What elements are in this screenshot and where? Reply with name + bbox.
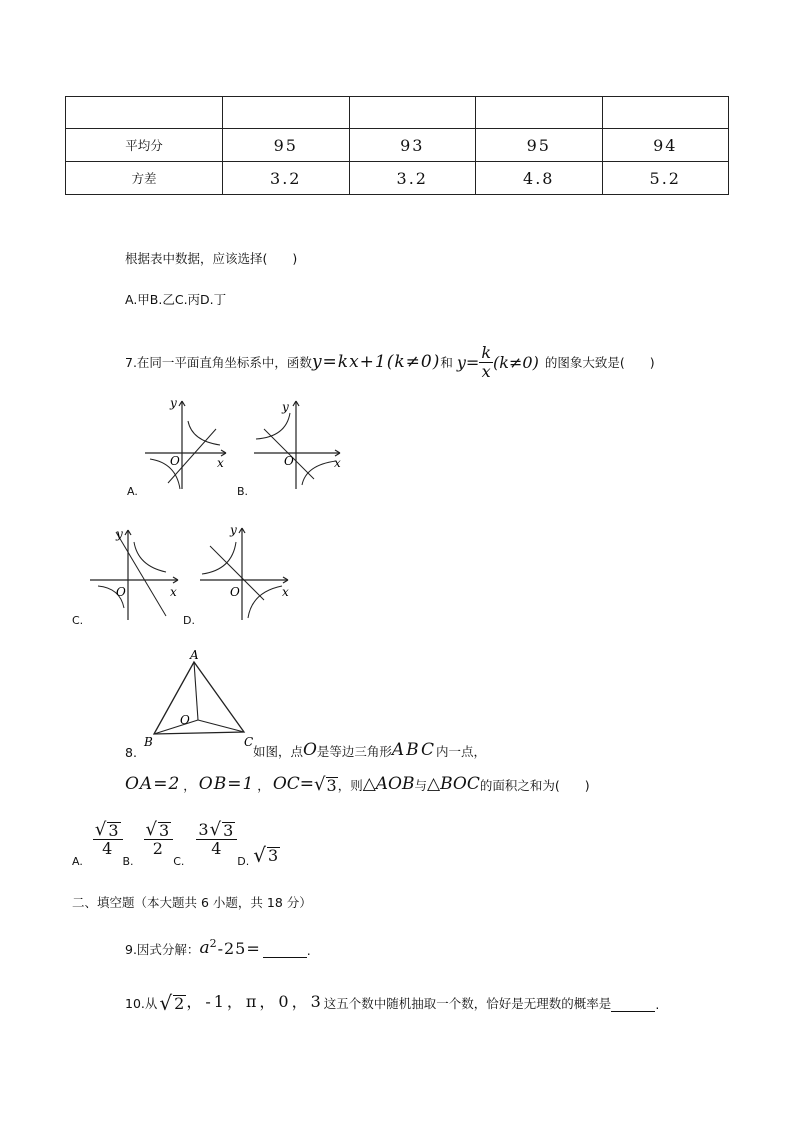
q8-option-a-den: 4 [102, 838, 114, 858]
q8-option-c-den: 4 [211, 838, 223, 858]
q7-stem [125, 340, 655, 384]
graph-c-origin: O [116, 585, 126, 599]
graph-b [248, 393, 348, 493]
q10-radicand: 2 [174, 994, 186, 1013]
q8-ob: OB=1 [198, 774, 255, 794]
graph-a-origin: O [170, 454, 180, 468]
q6-stem: 根据表中数据，应该选择( ) [125, 251, 298, 266]
graph-d-x-label: x [282, 585, 289, 599]
q10-suffix: 这五个数中随机抽取一个数，恰好是无理数的概率是 [323, 996, 612, 1011]
section2-title: 二、填空题（本大题共 6 小题，共 18 分） [72, 895, 312, 910]
q8-point: O [302, 740, 317, 760]
q8-sep2: ， [257, 778, 270, 793]
table-header-cell [602, 97, 729, 129]
graph-a-y-label: y [170, 396, 177, 410]
point-o-label: O [180, 713, 190, 727]
q8-oc-sqrt [314, 776, 338, 794]
option-d-label: D. [183, 614, 195, 627]
graph-a [140, 393, 235, 493]
table-row [66, 162, 729, 195]
q10-end: . [655, 997, 660, 1012]
q10-answer-blank[interactable] [611, 1011, 655, 1012]
table-header-cell [349, 97, 476, 129]
q7-func2-lhs: y= [456, 352, 480, 372]
q8-oc-radicand: 3 [326, 776, 337, 795]
q8-option-c-coef: 3 [198, 819, 210, 839]
q8-option-d-value: √ 3 [253, 843, 280, 867]
q7-prefix: 7.在同一平面直角坐标系中，函数 [125, 355, 312, 370]
q8-option-a-radicand: 3 [108, 820, 120, 840]
q8-option-b-label: B. [122, 855, 134, 868]
q8-line1 [125, 730, 486, 760]
graph-b-x-label: x [334, 456, 341, 470]
table-cell: 94 [602, 129, 729, 162]
q8-text3: 内一点， [436, 744, 487, 759]
q8-text5: 与 [414, 778, 427, 793]
q10-items: ，-1，π，0，3 [186, 992, 324, 1011]
table-cell: 5.2 [602, 162, 729, 195]
score-table [65, 96, 729, 195]
table-cell: 4.8 [476, 162, 603, 195]
graph-c-y-label: y [116, 527, 123, 541]
graph-a-x-label: x [217, 456, 224, 470]
q8-option-d-label: D. [237, 855, 250, 868]
graph-c-x-label: x [170, 585, 177, 599]
graph-d-y-label: y [230, 523, 237, 537]
q8-text4: ，则 [337, 778, 363, 793]
table-cell: 3.2 [349, 162, 476, 195]
vertex-c-label: C [244, 735, 254, 749]
q8-tri1: △AOB [362, 774, 415, 794]
q8-option-d-radicand: 3 [267, 846, 280, 865]
q9-expr-a: a [199, 938, 210, 958]
table-header-cell [66, 97, 223, 129]
graph-b-y-label: y [282, 400, 289, 414]
q7-func2-num: k [481, 342, 492, 362]
q8-option-b-radicand: 3 [159, 820, 171, 840]
q7-func2-fraction [479, 344, 493, 381]
q8-text6: 的面积之和为( ) [479, 778, 590, 793]
sqrt-sign: √ [314, 774, 326, 795]
graph-b-origin: O [284, 454, 294, 468]
graph-d-origin: O [230, 585, 240, 599]
table-header-cell [223, 97, 350, 129]
q8-triangle: ABC [391, 740, 436, 760]
q6-options: A.甲B.乙C.丙D.丁 [125, 292, 227, 307]
q7-connector: 和 [440, 355, 453, 370]
q10-sqrt: √ 2 [159, 991, 186, 1015]
q8-option-a-label: A. [72, 855, 83, 868]
option-b-label: B. [237, 485, 249, 498]
q8-option-b-value: √ 3 2 [144, 821, 174, 858]
table-cell: 93 [349, 129, 476, 162]
q8-sep1: ， [183, 778, 196, 793]
table-header-cell [476, 97, 603, 129]
row-label-variance: 方差 [66, 162, 223, 195]
q7-func1: y=kx+1(k≠0) [311, 352, 441, 372]
option-a-label: A. [127, 485, 138, 498]
q8-oc-lhs: OC= [272, 774, 315, 794]
q9-answer-blank[interactable] [263, 957, 307, 958]
graph-c [86, 522, 186, 622]
q8-text2: 是等边三角形 [316, 744, 392, 759]
q8-tri2: △BOC [427, 774, 480, 794]
q7-suffix: 的图象大致是( ) [544, 355, 655, 370]
q8-option-c-label: C. [173, 855, 185, 868]
q10-prefix: 10.从 [125, 996, 158, 1011]
q9-prefix: 9.因式分解： [125, 942, 200, 957]
q8-option-c-value: 3 √ 3 4 [196, 821, 237, 858]
q7-func2-den: x [481, 361, 491, 381]
q8-options [72, 814, 280, 868]
q8-number: 8. [125, 745, 137, 760]
q8-option-c-radicand: 3 [223, 820, 235, 840]
q9 [125, 930, 311, 958]
vertex-b-label: B [144, 735, 153, 749]
q8-text1: 如图，点 [252, 744, 303, 759]
option-c-label: C. [72, 614, 84, 627]
vertex-a-label: A [190, 648, 199, 662]
q8-oa: OA=2 [125, 774, 181, 794]
table-header-row [66, 97, 729, 129]
q9-expr-rest: -25= [217, 939, 261, 958]
table-cell: 95 [476, 129, 603, 162]
q8-option-b-den: 2 [152, 838, 164, 858]
q9-end: . [306, 943, 311, 958]
table-row [66, 129, 729, 162]
q8-line2 [125, 762, 590, 794]
table-cell: 95 [223, 129, 350, 162]
row-label-average: 平均分 [66, 129, 223, 162]
q10 [125, 980, 660, 1015]
graph-d [196, 520, 296, 622]
q7-func2-cond: (k≠0) [493, 352, 539, 372]
table-cell: 3.2 [223, 162, 350, 195]
q9-expr-exp: 2 [209, 937, 218, 950]
q8-option-a-value: √ 3 4 [93, 821, 123, 858]
